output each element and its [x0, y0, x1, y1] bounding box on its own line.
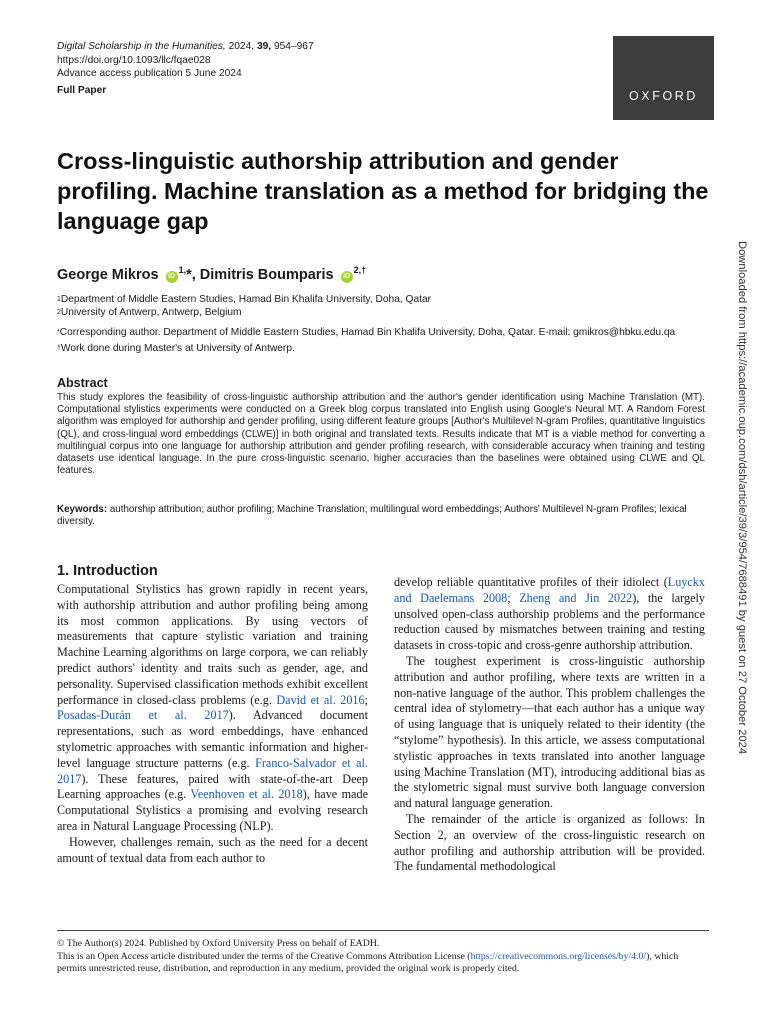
journal-name: Digital Scholarship in the Humanities, [57, 41, 226, 52]
author-name[interactable]: Dimitris Boumparis [199, 266, 334, 283]
author-marks: 1, [178, 265, 187, 275]
citation-link[interactable]: Luyckx and Daelemans 2008 [394, 575, 705, 605]
text-run: ; [364, 692, 368, 707]
license-footer [57, 938, 709, 976]
license-line [57, 951, 709, 976]
text-run: ), the largely unsolved open-class authorship problems and the performance reduction caused by mismatches between training and testing datasets in cross-topic and cross-genre authorship attribution. [394, 590, 705, 653]
paragraph [57, 582, 368, 835]
journal-year: 2024, [228, 41, 255, 52]
affiliation [57, 294, 675, 307]
orcid-icon[interactable]: iD [166, 271, 178, 283]
citation-link[interactable]: Posadas-Durán et al. 2017 [57, 708, 229, 723]
affiliation-text: University of Antwerp, Antwerp, Belgium [60, 306, 242, 318]
license-link[interactable]: https://creativecommons.org/licenses/by/4.0/ [470, 950, 647, 962]
note-text: Work done during Master's at University of Antwerp. [60, 342, 295, 354]
left-column [57, 582, 368, 866]
footer-divider [57, 930, 709, 931]
note-text: Corresponding author. Department of Middle Eastern Studies, Hamad Bin Khalifa University, Doha, Qatar. E-mail: gmikros@hbku.edu.qa [59, 327, 676, 338]
text-run: ). Advanced document representations, such as word embeddings, have enhanced stylometric approaches with semantic information and higher-level language structure patterns (e.g. [57, 708, 368, 770]
text-run: develop reliable quantitative profiles of their idiolect ( [394, 575, 668, 589]
paragraph [394, 575, 705, 654]
journal-pages: 954–967 [273, 41, 314, 52]
text-run: Computational Stylistics has grown rapidly in recent years, with authorship attribution and author profiling being among its most common applications. By using vectors of measurements that capture stylistic variation and training Machine Learning algorithms on large corpora, we can reliably predict authors' identity and traits such as gender, age, and personality. Supervised classification methods exhibit excellent performance in closed-class problems (e.g. [57, 582, 368, 707]
citation-link[interactable]: Zheng and Jin 2022 [519, 590, 633, 605]
text-run: ), have made Computational Stylistics a promising and evolving research area in Natural Language Processing (NLP). [57, 787, 368, 833]
section-heading: 1. Introduction [57, 563, 158, 579]
keywords-text: authorship attribution; author profiling; Machine Translation; multilingual word embeddings; Authors' Multilevel N-gram Profiles; lexical diversity. [57, 504, 687, 528]
journal-citation [57, 40, 314, 54]
affiliations [57, 294, 675, 355]
download-watermark: Downloaded from https://academic.oup.com/dsh/article/39/3/954/7688491 by guest on 27 October 2024 [736, 241, 748, 755]
author-extra: * [186, 266, 192, 283]
article-type: Full Paper [57, 84, 107, 96]
author-marks: 2,† [353, 265, 367, 275]
paragraph: However, challenges remain, such as the need for a decent amount of textual data from each author to [57, 834, 368, 865]
keywords-label: Keywords: [57, 504, 108, 515]
journal-volume: 39, [256, 41, 272, 52]
note-mark: * [57, 329, 60, 336]
dagger-note [57, 343, 675, 356]
affiliation-mark: 1 [57, 296, 61, 303]
text-run: ). These features, paired with state-of-the-art Deep Learning approaches (e.g. [57, 771, 368, 802]
citation-link[interactable]: David et al. 2016 [276, 692, 365, 707]
citation-link[interactable]: Veenhoven et al. 2018 [190, 787, 303, 802]
note-mark: † [57, 344, 61, 352]
oxford-logo [613, 36, 714, 120]
article-title: Cross-linguistic authorship attribution and gender profiling. Machine translation as a method for bridging the language gap [57, 148, 709, 234]
text-run: This is an Open Access article distributed under the terms of the Creative Commons Attribution License ( [57, 950, 471, 962]
author-separator: , [191, 266, 200, 283]
oxford-logo-text: OXFORD [628, 89, 699, 103]
author-list [57, 265, 366, 283]
right-column [394, 575, 705, 875]
corresponding-note [57, 327, 675, 340]
paragraph: The remainder of the article is organized as follows: In Section 2, an overview of the cross-linguistic research on author profiling and authorship attribution will be provided. The fundamental methodological [394, 811, 705, 874]
doi-link[interactable]: https://doi.org/10.1093/llc/fqae028 [57, 54, 211, 66]
copyright-line: © The Author(s) 2024. Published by Oxford University Press on behalf of EADH. [57, 938, 380, 949]
affiliation-mark: 2 [57, 308, 61, 316]
abstract-text: This study explores the feasibility of cross-linguistic authorship attribution and the author's gender identification using Machine Translation (MT). Computational stylistics experiments were conducted on a Greek blog corpus translated into English using Google's Neural MT. A Random Forest algorithm was employed for authorship and gender profiling, using different feature groups [Author's Multilevel N-gram Profiles, quantitative linguistics (QL), and cross-lingual word embeddings (CLWE)] in both original and translated texts. Results indicate that MT is a viable method for converting a multilingual corpus into one language for authorship attribution and gender profiling research, with considerable accuracy when training and testing datasets use identical language. In the pure cross-linguistic scenario, higher accuracies than the baselines were obtained using CLWE and QL features. [57, 392, 705, 477]
author-name[interactable]: George Mikros [57, 266, 159, 283]
journal-meta [57, 40, 314, 97]
text-run: ; [507, 590, 520, 605]
abstract-heading: Abstract [57, 376, 108, 390]
affiliation [57, 307, 675, 320]
paragraph: The toughest experiment is cross-linguistic authorship attribution and author profiling, where texts are written in a non-native language of the author. This problem challenges the central idea of stylometry—that each author has a unique way of using language that is uniquely related to their identity (the “stylome” hypothesis). In this article, we assess computational stylistic approaches in texts translated into another language using Machine Translation (MT), introducing additional bias as the stylometric signal must survive both language conversion and natural language generation. [394, 653, 705, 811]
orcid-icon[interactable]: iD [341, 271, 353, 283]
affiliation-text: Department of Middle Eastern Studies, Hamad Bin Khalifa University, Doha, Qatar [60, 294, 432, 305]
keywords [57, 504, 705, 528]
advance-publication: Advance access publication 5 June 2024 [57, 68, 242, 79]
citation-link[interactable]: Franco-Salvador et al. 2017 [57, 755, 368, 786]
text-run: ), which permits unrestricted reuse, distribution, and reproduction in any medium, provided the original work is properly cited. [57, 950, 679, 974]
